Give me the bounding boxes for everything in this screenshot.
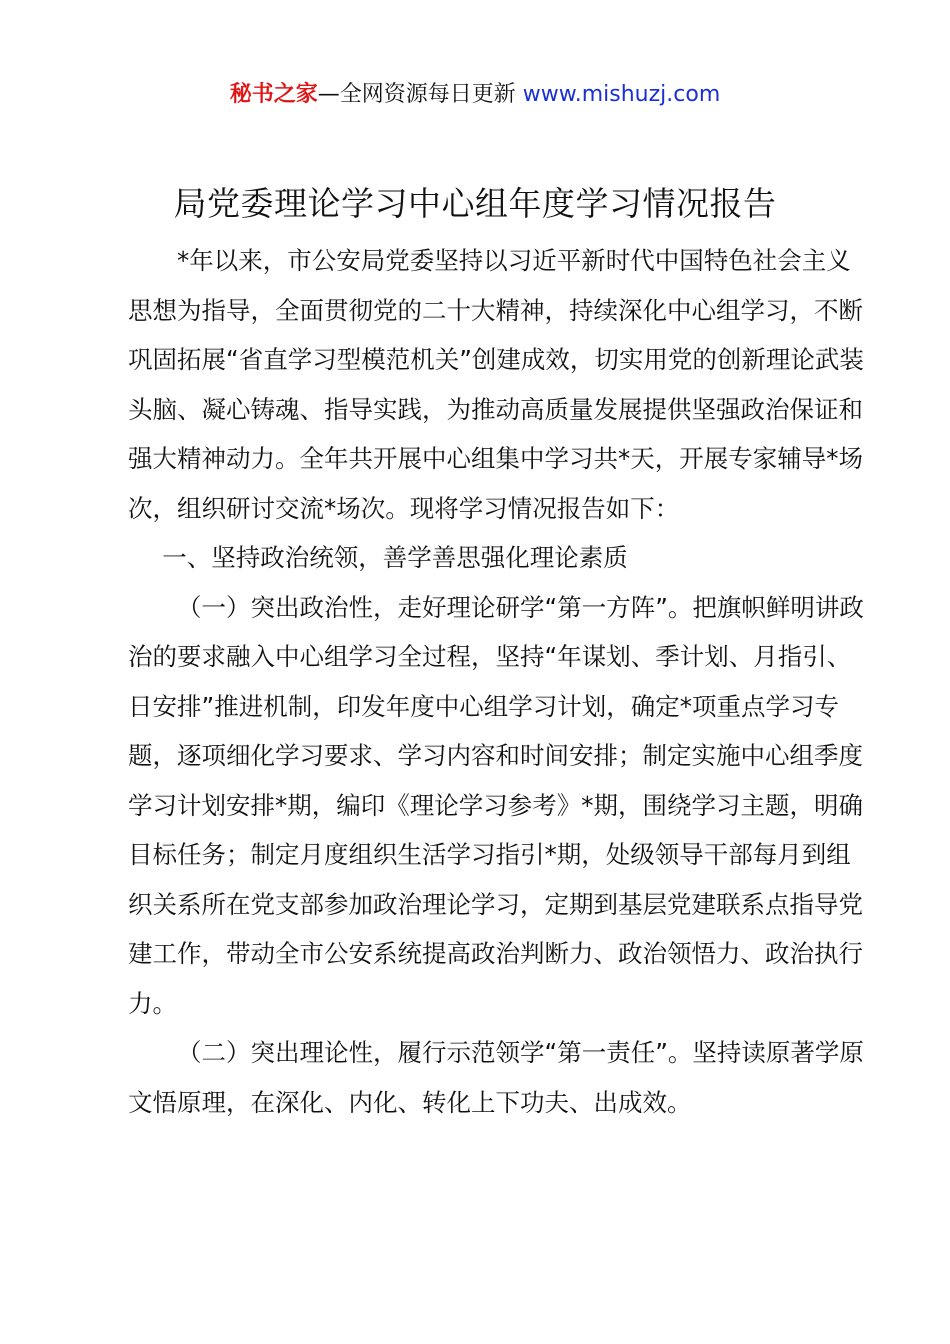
site-header xyxy=(0,80,950,110)
paragraph-intro: *年以来，市公安局党委坚持以习近平新时代中国特色社会主义思想为指导，全面贯彻党的二十大精神，持续深化中心组学习，不断巩固拓展“省直学习型模范机关”创建成效，切实用党的创新理论武装头脑、凝心铸魂、指导实践，为推动高质量发展提供坚强政治保证和强大精神动力。全年共开展中心组集中学习共*天，开展专家辅导*场次，组织研讨交流*场次。现将学习情况报告如下： xyxy=(128,246,864,523)
paragraph-subsection-1: （一）突出政治性，走好理论研学“第一方阵”。把旗帜鲜明讲政治的要求融入中心组学习全过程，坚持“年谋划、季计划、月指引、日安排”推进机制，印发年度中心组学习计划，确定*项重点学习专题，逐项细化学习要求、学习内容和时间安排；制定实施中心组季度学习计划安排*期，编印《理论学习参考》*期，围绕学习主题，明确目标任务；制定月度组织生活学习指引*期，处级领导干部每月到组织关系所在党支部参加政治理论学习，定期到基层党建联系点指导党建工作，带动全市公安系统提高政治判断力、政治领悟力、政治执行力。 xyxy=(128,592,864,1018)
paragraph-subsection-2: （二）突出理论性，履行示范领学“第一责任”。坚持读原著学原文悟原理，在深化、内化、转化上下功夫、出成效。 xyxy=(128,1038,864,1117)
site-url[interactable]: www.mishuzj.com xyxy=(522,82,721,107)
brand-name: 秘书之家 xyxy=(229,82,318,107)
section-heading-1: 一、坚持政治统领，善学善思强化理论素质 xyxy=(162,543,628,572)
site-tagline: —全网资源每日更新 xyxy=(317,82,516,107)
document-body xyxy=(128,236,868,1127)
document-title: 局党委理论学习中心组年度学习情况报告 xyxy=(173,184,777,223)
